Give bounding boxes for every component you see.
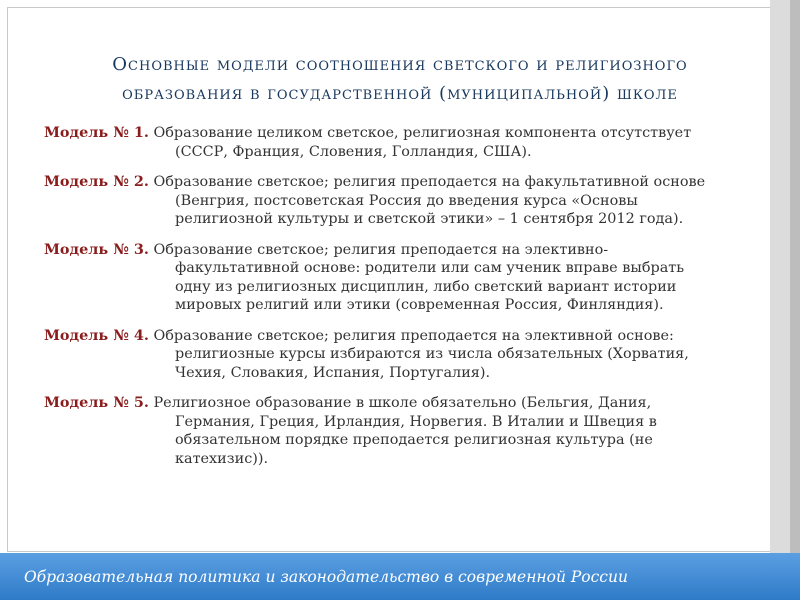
model-text: Образование светское; религия преподается на элективно- [148,241,609,258]
model-text-line: (Венгрия, постсоветская Россия до введения курса «Основы [175,192,638,209]
model-label: Модель № 5. [44,394,149,411]
model-label: Модель № 4. [44,326,149,344]
right-decorative-stripe [770,0,790,553]
footer-bar [0,553,800,600]
model-text: Религиозное образование в школе обязательно (Бельгия, Дания, [148,395,652,411]
model-item-5 [44,394,744,468]
model-label: Модель № 3. [44,240,149,258]
model-text-line: религиозные курсы избираются из числа обязательных (Хорватия, [175,346,689,362]
model-text: Образование целиком светское, религиозная компонента отсутствует [148,125,692,141]
model-text-line: Германия, Греция, Ирландия, Норвегия. В Италии и Швеция в [175,413,657,430]
model-text-line: мировых религий или этики (современная Россия, Финляндия). [175,297,664,313]
model-text: Образование светское; религия преподается на факультативной основе [148,174,706,190]
model-text-line: религиозной культуры и светской этики» – 1 сентября 2012 года). [175,211,684,227]
footer-text: Образовательная политика и законодательство в современной России [24,568,628,586]
model-text-line: одну из религиозных дисциплин, либо светский вариант истории [175,278,677,295]
models-list [44,124,744,480]
right-decorative-edge [790,0,800,553]
model-text-line: (СССР, Франция, Словения, Голландия, США). [175,143,532,160]
model-text-line: Чехия, Словакия, Испания, Португалия). [175,364,491,381]
model-item-4 [44,327,744,383]
model-text-line: обязательном порядке преподается религиозная культура (не [175,432,653,448]
model-label: Модель № 2. [44,173,149,190]
model-item-2 [44,173,744,229]
model-text-line: факультативной основе: родители или сам ученик вправе выбрать [175,260,685,276]
slide-title-line-2: образования в государственной (муниципальной) школе [122,83,678,104]
slide-title [50,50,750,108]
model-item-1 [44,124,744,161]
model-text-line: катехизис)). [175,450,269,467]
slide-title-line-1: Основные модели соотношения светского и религиозного [112,54,688,75]
model-text: Образование светское; религия преподается на элективной основе: [148,327,674,344]
model-label: Модель № 1. [44,124,149,141]
model-item-3 [44,241,744,315]
